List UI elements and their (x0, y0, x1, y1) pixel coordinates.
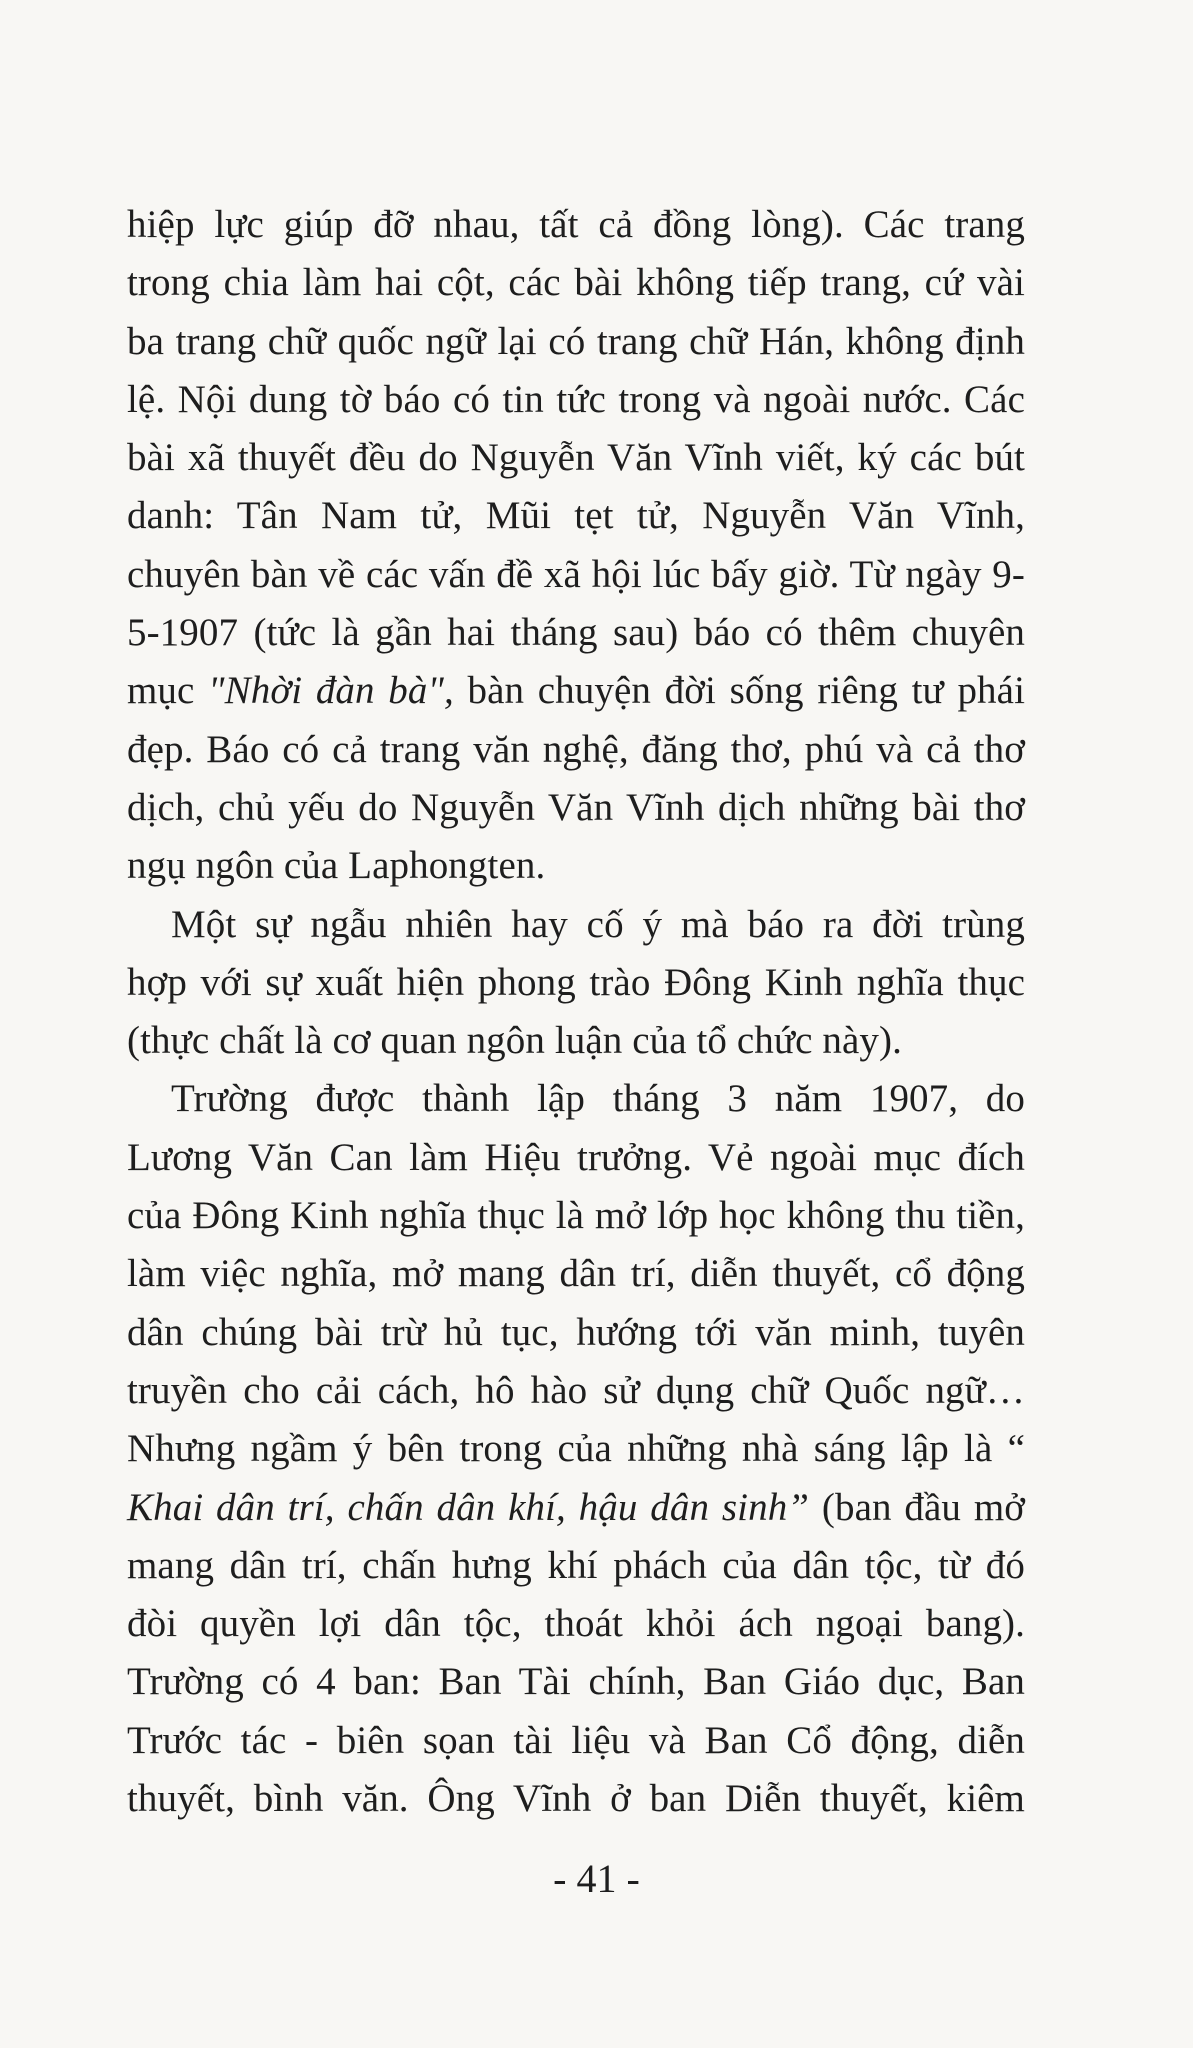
text-line (127, 1479, 1025, 1537)
paragraph-3 (127, 1070, 1025, 1828)
text-run: (ban đầu mở (809, 1485, 1025, 1529)
body-text (127, 196, 1025, 1828)
text-line: 5-1907 (tức là gần hai tháng sau) báo có thêm chuyên (127, 611, 1025, 655)
text-line: Nhưng ngầm ý bên trong của những nhà sáng lập là “ (127, 1427, 1025, 1471)
text-line: đòi quyền lợi dân tộc, thoát khỏi ách ngoại bang). (127, 1602, 1025, 1646)
page-number: - 41 - (553, 1856, 640, 1901)
text-line: Lương Văn Can làm Hiệu trưởng. Vẻ ngoài mục đích (127, 1135, 1025, 1179)
paragraph-2 (127, 896, 1025, 1071)
text-line: làm việc nghĩa, mở mang dân trí, diễn thuyết, cổ động (127, 1252, 1025, 1296)
text-line: danh: Tân Nam tử, Mũi tẹt tử, Nguyễn Văn Vĩnh, (127, 494, 1025, 538)
italic-text: "Nhời đàn bà", (208, 669, 454, 713)
text-line: dịch, chủ yếu do Nguyễn Văn Vĩnh dịch những bài thơ (127, 785, 1025, 829)
text-line: thuyết, bình văn. Ông Vĩnh ở ban Diễn thuyết, kiêm (127, 1777, 1025, 1821)
text-line: Trường có 4 ban: Ban Tài chính, Ban Giáo dục, Ban (127, 1660, 1025, 1704)
text-line: Trước tác - biên sọan tài liệu và Ban Cổ động, diễn (127, 1718, 1025, 1762)
italic-text: Khai dân trí, chấn dân khí, hậu dân sinh” (127, 1485, 810, 1529)
text-line: bài xã thuyết đều do Nguyễn Văn Vĩnh viết, ký các bút (127, 436, 1025, 480)
text-line: Trường được thành lập tháng 3 năm 1907, do (171, 1077, 1025, 1121)
text-run: mục (127, 669, 209, 713)
text-line: của Đông Kinh nghĩa thục là mở lớp học không thu tiền, (127, 1194, 1025, 1238)
text-line: đẹp. Báo có cả trang văn nghệ, đăng thơ, phú và cả thơ (127, 727, 1025, 771)
text-line: Một sự ngẫu nhiên hay cố ý mà báo ra đời trùng (171, 902, 1025, 946)
text-line: hợp với sự xuất hiện phong trào Đông Kinh nghĩa thục (127, 960, 1025, 1004)
text-line: ngụ ngôn của Laphongten. (127, 844, 546, 888)
text-line: mang dân trí, chấn hưng khí phách của dân tộc, từ đó (127, 1543, 1025, 1587)
text-line: (thực chất là cơ quan ngôn luận của tổ chức này). (127, 1019, 902, 1063)
text-run: bàn chuyện đời sống riêng tư phái (453, 669, 1026, 713)
text-line: trong chia làm hai cột, các bài không tiếp trang, cứ vài (127, 261, 1025, 305)
text-line (127, 662, 1025, 720)
paragraph-1 (127, 196, 1025, 896)
text-line: chuyên bàn về các vấn đề xã hội lúc bấy giờ. Từ ngày 9- (127, 552, 1025, 596)
text-line: truyền cho cải cách, hô hào sử dụng chữ Quốc ngữ… (127, 1368, 1025, 1412)
text-line: ba trang chữ quốc ngữ lại có trang chữ Hán, không định (127, 319, 1025, 363)
text-line: dân chúng bài trừ hủ tục, hướng tới văn minh, tuyên (127, 1310, 1025, 1354)
text-line: lệ. Nội dung tờ báo có tin tức trong và ngoài nước. Các (127, 377, 1025, 421)
text-line: hiệp lực giúp đỡ nhau, tất cả đồng lòng). Các trang (127, 203, 1025, 246)
